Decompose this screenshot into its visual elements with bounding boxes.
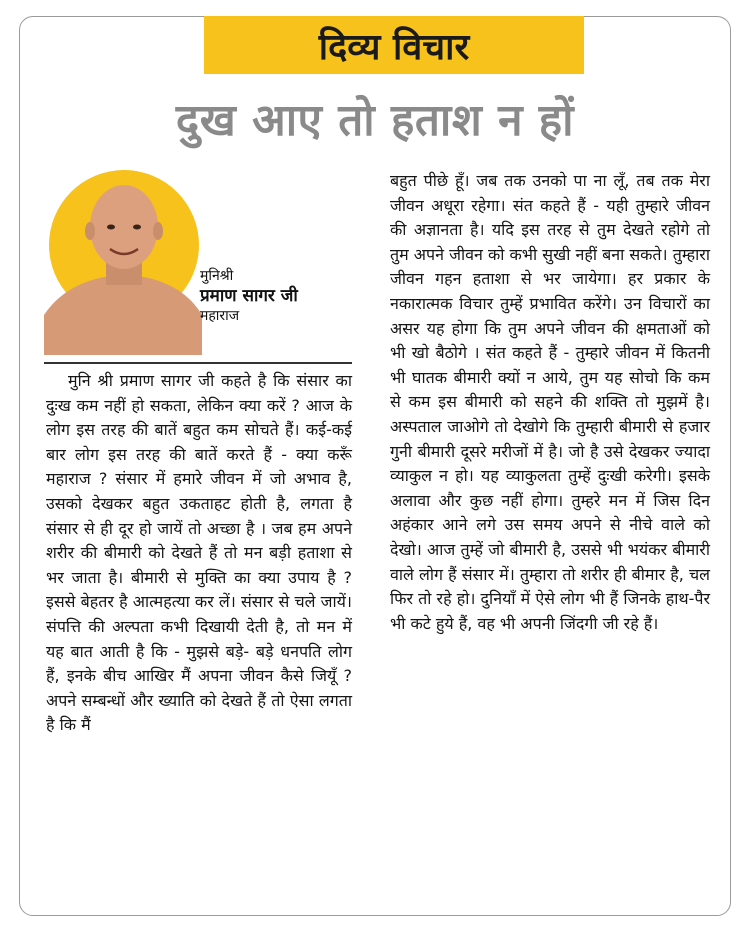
section-label: दिव्य विचार xyxy=(204,16,584,74)
byline-suffix: महाराज xyxy=(200,308,240,324)
author-portrait xyxy=(44,165,202,355)
article-column-left: मुनि श्री प्रमाण सागर जी कहते है कि संसार का दुःख कम नहीं हो सकता, लेकिन क्या करें ? आज के लोग इस तरह की बातें बहुत कम सोचते हैं। कई-कई बार लोग इस तरह की बातें करते हैं - क्या करूँ महाराज ? संसार में हमारे जीवन में जो अभाव है, उसको देखकर बहुत उकताहट होती है, लगता है संसार से ही दूर हो जायें तो अच्छा है । जब हम अपने शरीर की बीमारी को देखते हैं तो मन बड़ी हताशा से भर जाता है। बीमारी से मुक्ति का क्या उपाय है ? इससे बेहतर है आत्महत्या कर लें। संसार से चले जायें। संपत्ति की अल्पता कभी दिखायी देती है, तो मन में यह बात आती है कि - मुझसे बड़े- बड़े धनपति लोग हैं, इनके बीच आखिर मैं अपना जीवन कैसे जियूँ ? अपने सम्बन्धों और ख्याति को देखते हैं तो ऐसा लगता है कि मैं xyxy=(46,371,352,735)
portrait-ear-right xyxy=(153,222,163,240)
portrait-eye-right xyxy=(133,225,141,230)
byline-divider xyxy=(44,362,352,364)
byline-prefix: मुनिश्री xyxy=(200,268,234,284)
portrait-ear-left xyxy=(85,222,95,240)
portrait-head xyxy=(90,185,158,269)
author-photo-image xyxy=(44,165,202,355)
byline-name: प्रमाण सागर जी xyxy=(200,286,298,306)
article-column-right: बहुत पीछे हूँ। जब तक उनको पा ना लूँ, तब तक मेरा जीवन अधूरा रहेगा। संत कहते हैं - यही तुम्हारे जीवन की अज्ञानता है। यदि इस तरह से तुम देखते रहोगे तो तुम अपने जीवन को कभी सुखी नहीं बना सकते। तुम्हारा जीवन गहन हताशा से भर जायेगा। हर प्रकार के नकारात्मक विचार तुम्हें प्रभावित करेंगे। उन विचारों का असर यह होगा कि तुम अपने जीवन की क्षमताओं को भी खो बैठोगे । संत कहते हैं - तुम्हारे जीवन में कितनी भी घातक बीमारी क्यों न आये, तुम यह सोचो कि कम से कम इस बीमारी को सहने की शक्ति तो मुझमें है। अस्पताल जाओगे तो देखोगे कि तुम्हारी बीमारी से हजार गुनी बीमारी दूसरे मरीजों में है। जो है उसे देखकर ज्यादा व्याकुल न हो। यह व्याकुलता तुम्हें दुःखी करेगी। इसके अलावा और कुछ नहीं होगा। तुम्हरे मन में जिस दिन अहंकार आने लगे उस समय अपने से नीचे वाले को देखो। आज तुम्हें जो बीमारी है, उससे भी भयंकर बीमारी वाले लोग हैं संसार में। तुम्हारा तो शरीर ही बीमार है, चल फिर तो रहे हो। दुनियाँ में ऐसे लोग भी हैं जिनके हाथ-पैर भी कटे हुये हैं, वह भी अपनी जिंदगी जी रहे हैं। xyxy=(390,171,710,633)
portrait-eye-left xyxy=(107,225,115,230)
byline xyxy=(200,266,350,326)
headline: दुख आए तो हताश न हों xyxy=(175,95,575,146)
